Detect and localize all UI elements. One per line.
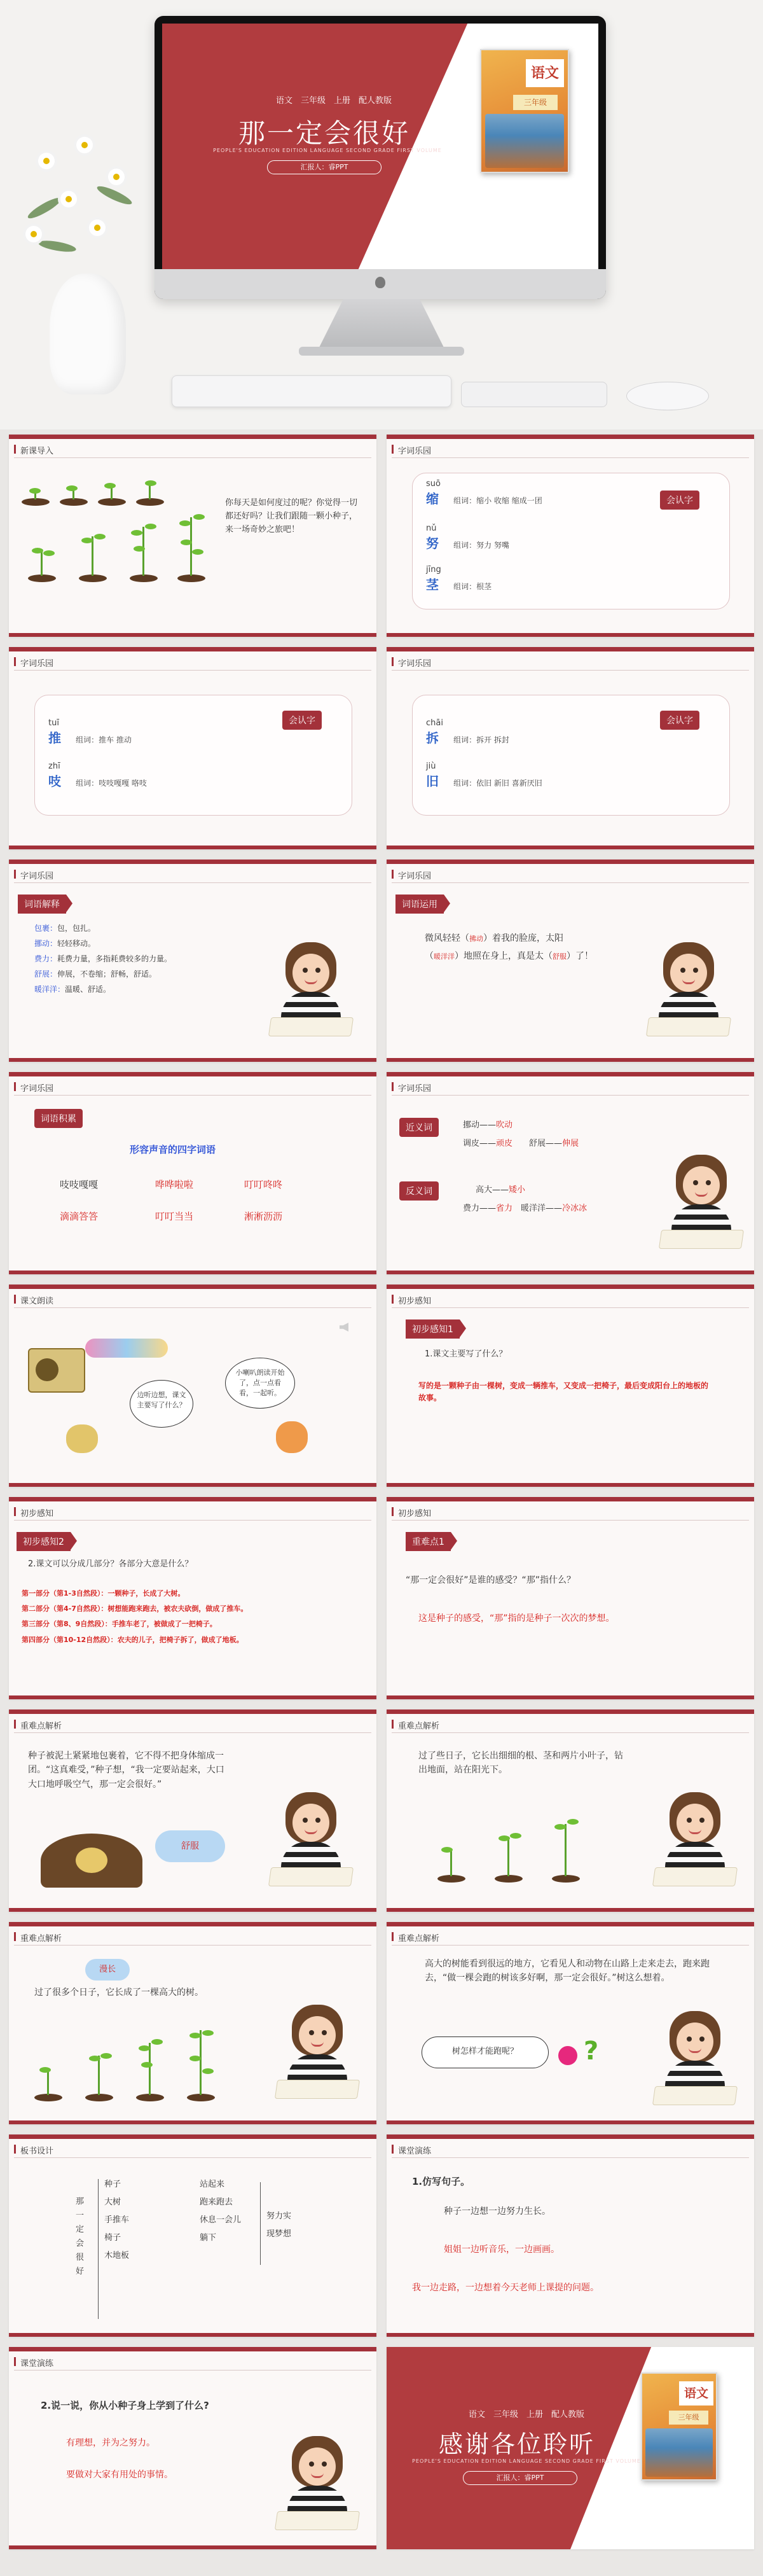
idiom-word: 叮叮当当 <box>155 1211 194 1222</box>
explain-list: 包裹：包，包扎。 挪动：轻轻移动。 费力：耗费力量，多指耗费较多的力量。 舒展：伸展，不卷缩；舒畅，舒适。 暖洋洋：温暖、舒适。 <box>34 924 172 994</box>
question-text: 2.说一说，你从小种子身上学到了什么? <box>41 2400 209 2411</box>
slide-title: 字词乐园 <box>398 872 432 881</box>
monitor-stand-base <box>299 347 464 356</box>
tag-word-usage: 词语运用 <box>395 895 444 914</box>
keyboard <box>172 375 451 407</box>
slide-analysis-3 <box>9 1922 376 2124</box>
tag-word-explain: 词语解释 <box>18 895 66 914</box>
slide-title: 课文朗读 <box>20 1297 54 1306</box>
slide-title: 初步感知 <box>398 1297 432 1306</box>
passage-text: 种子被泥土紧紧地包裹着，它不得不把身体缩成一团。“这真难受，”种子想，“我一定要站起来，大口大口地呼吸空气，那一定会很好。” <box>28 1751 224 1790</box>
passage-text: 过了些日子，它长出细细的根、茎和两片小叶子，钻出地面，站在阳光下。 <box>418 1751 623 1776</box>
slide-title: 初步感知 <box>20 1509 54 1519</box>
textbook-image <box>480 49 569 173</box>
slide-text-reading <box>9 1285 376 1487</box>
usage-sentence: 微风轻轻（拂动）着我的脸庞，太阳 （暖洋洋）地照在身上，真是太（舒服）了！ <box>425 933 593 961</box>
book-illustration <box>485 114 564 168</box>
question-text: 1.仿写句子。 <box>412 2176 471 2187</box>
slide-title: 重难点解析 <box>398 1722 440 1731</box>
antonym-list: 高大——矮小 费力——省力 暖洋洋——冷冰冰 <box>463 1185 588 1213</box>
book-grade: 三年级 <box>669 2411 708 2425</box>
char-row: tuī 推 组词：推车 推动 <box>48 718 132 746</box>
potato-character-image <box>66 1424 98 1453</box>
slide-key-point-1 <box>387 1497 754 1699</box>
idiom-word: 吱吱嘎嘎 <box>60 1179 99 1190</box>
radio-speaker-image <box>28 1348 85 1393</box>
slide-board-design <box>9 2134 376 2337</box>
book-title: 语文 <box>526 59 564 87</box>
hero-mockup <box>0 0 763 429</box>
leaf-icon <box>95 183 134 207</box>
slide-word-accumulate <box>9 1072 376 1274</box>
music-notes-icon <box>85 1339 168 1358</box>
seedling-sequence-image <box>22 479 212 619</box>
flower-icon <box>25 226 42 242</box>
answer-2: 要做对大家有用处的事情。 <box>66 2470 173 2480</box>
slide-vocab-3 <box>387 647 754 849</box>
parts-list: 第一部分（第1-3自然段）：一颗种子，长成了大树。 第二部分（第4-7自然段）：树想能跑来跑去，被农夫砍倒，做成了推车。 第三部分（第8、9自然段）：手推车老了，被做成了一把椅子。 第四部分（第10-12自然段）：农夫的儿子，把椅子拆了，做成了地板。 <box>22 1589 248 1644</box>
slide-new-lesson <box>9 435 376 637</box>
carrot-character-image <box>276 1421 308 1453</box>
slide-thanks <box>387 2347 754 2549</box>
board-col-1: 种子 大树 手推车 椅子 木地板 <box>104 2180 130 2260</box>
slide-analysis-2 <box>387 1709 754 1912</box>
slide-title: 新课导入 <box>20 447 54 456</box>
slide-perceive-1 <box>387 1285 754 1487</box>
idiom-heading: 形容声音的四字词语 <box>130 1144 216 1155</box>
answer-1: 有理想，并为之努力。 <box>66 2438 155 2448</box>
char-row: jiù 旧 组词：依旧 新旧 喜新厌旧 <box>426 762 542 789</box>
passage-text: 高大的树能看到很远的地方，它看见人和动物在山路上走来走去，跑来跑去，“做一棵会跑的树该多好啊，那一定会很好。”树这么想着。 <box>425 1959 710 1984</box>
sprouts-image <box>425 1805 615 1894</box>
char-row: chāi 拆 组词：拆开 拆封 <box>426 718 509 746</box>
flower-vase <box>50 274 126 394</box>
girl-reading-image <box>654 2011 736 2106</box>
book-grade: 三年级 <box>513 95 558 110</box>
comfort-cloud: 舒服 <box>155 1830 225 1862</box>
flower-icon <box>38 153 55 169</box>
long-time-cloud: 漫长 <box>85 1959 130 1981</box>
monitor <box>155 16 606 299</box>
slide-title: 字词乐园 <box>398 1084 432 1094</box>
slide-analysis-1 <box>9 1709 376 1912</box>
tag-perceive-1: 初步感知1 <box>406 1319 460 1339</box>
slide-title: 课堂演练 <box>20 2359 54 2369</box>
slide-title: 重难点解析 <box>20 1934 62 1944</box>
slide-title: 字词乐园 <box>20 872 54 881</box>
slide-word-explain <box>9 860 376 1062</box>
passage-text: 过了很多个日子，它长成了一棵高大的树。 <box>34 1988 203 1998</box>
tag-recognize: 会认字 <box>660 711 699 730</box>
flower-icon <box>60 191 77 207</box>
girl-reading-image <box>270 942 352 1038</box>
trackpad <box>461 382 607 407</box>
answer-2: 我一边走路，一边想着今天老师上课提的问题。 <box>412 2283 599 2293</box>
seed-in-soil-image <box>41 1834 142 1888</box>
tag-recognize: 会认字 <box>660 491 699 510</box>
girl-reading-image <box>270 1792 352 1888</box>
girl-reading-image <box>276 2005 359 2100</box>
thanks-english: PEOPLE'S EDUCATION EDITION LANGUAGE SECOND GRADE FIRST VOLUME <box>412 2458 641 2464</box>
slide-perceive-2 <box>9 1497 376 1699</box>
board-col-2: 站起来 跑来跑去 休息一会儿 躺下 <box>200 2180 242 2243</box>
tag-key-point-1: 重难点1 <box>406 1532 451 1551</box>
char-row: jīng 茎 组词：根茎 <box>426 565 492 592</box>
answer-text: 这是种子的感受，“那”指的是种子一次次的梦想。 <box>418 1613 615 1624</box>
slide-title: 字词乐园 <box>398 447 432 456</box>
thanks-title: 感谢各位聆听 <box>438 2430 595 2458</box>
question-text: 1.课文主要写了什么？ <box>425 1349 507 1359</box>
cover-english: PEOPLE'S EDUCATION EDITION LANGUAGE SECOND GRADE FIRST VOLUME <box>213 148 442 153</box>
tag-word-accumulate: 词语积累 <box>34 1109 83 1128</box>
char-row: nǔ 努 组词：努力 努嘴 <box>426 524 509 551</box>
board-main-title: 那一定会很好 <box>76 2197 85 2276</box>
slide-word-usage <box>387 860 754 1062</box>
thanks-reporter: 汇报人：睿PPT <box>463 2471 577 2485</box>
char-row: zhī 吱 组词：吱吱嘎嘎 咯吱 <box>48 762 147 789</box>
question-text: 2.课文可以分成几部分？各部分大意是什么？ <box>28 1559 193 1569</box>
tag-synonym: 近义词 <box>399 1118 439 1137</box>
intro-text: 你每天是如何度过的呢？你觉得一切都还好吗？让我们跟随一颗小种子，来一场奇妙之旅吧！ <box>225 498 358 534</box>
tag-recognize: 会认字 <box>282 711 322 730</box>
slide-title: 字词乐园 <box>20 1084 54 1094</box>
book-title: 语文 <box>679 2381 713 2405</box>
flower-icon <box>89 219 106 236</box>
girl-reading-image <box>660 1155 743 1250</box>
slide-title: 板书设计 <box>20 2147 54 2156</box>
flower-icon <box>76 137 93 153</box>
cover-reporter: 汇报人：睿PPT <box>267 160 382 174</box>
speech-bubble-listen: 边听边想，课文主要写了什么？ <box>130 1380 193 1428</box>
question-bubble: 树怎样才能跑呢？ <box>422 2036 549 2068</box>
girl-reading-image <box>647 942 730 1038</box>
girl-reading-image <box>654 1792 736 1888</box>
monitor-stand <box>318 299 445 350</box>
slide-title: 字词乐园 <box>398 659 432 669</box>
leaf-icon <box>38 239 77 254</box>
mouse <box>626 382 709 410</box>
answer-text: 写的是一颗种子由一棵树，变成一辆推车，又变成一把椅子，最后变成阳台上的地板的故事。 <box>418 1381 709 1403</box>
slide-title: 重难点解析 <box>398 1934 440 1944</box>
cover-subtitle: 语文 三年级 上册 配人教版 <box>275 96 392 106</box>
char-row: suō 缩 组词：缩小 收缩 缩成一团 <box>426 479 542 506</box>
slide-title: 初步感知 <box>398 1509 432 1519</box>
slide-title: 课堂演练 <box>398 2147 432 2156</box>
leaf-icon <box>26 195 64 221</box>
slide-vocab-2 <box>9 647 376 849</box>
flower-icon <box>108 169 125 185</box>
speech-bubble-horn: 小喇叭朗读开始了，点一点看看，一起听。 <box>225 1358 295 1409</box>
slide-title: 字词乐园 <box>20 659 54 669</box>
board-col-3: 努力实 现梦想 <box>266 2211 292 2239</box>
slide-vocab-1 <box>387 435 754 637</box>
idiom-word: 哗哗啦啦 <box>155 1179 194 1190</box>
cover-slide <box>162 24 598 269</box>
idiom-word: 叮叮咚咚 <box>244 1179 283 1190</box>
answer-1: 姐姐一边听音乐，一边画画。 <box>444 2245 560 2255</box>
slide-practice-1 <box>387 2134 754 2337</box>
slide-title: 重难点解析 <box>20 1722 62 1731</box>
question-text: “那一定会很好”是谁的感受？“那”指什么？ <box>406 1575 576 1585</box>
slide-practice-2 <box>9 2347 376 2549</box>
textbook-image <box>641 2372 717 2481</box>
example-sentence: 种子一边想一边努力生长。 <box>444 2206 551 2217</box>
tag-antonym: 反义词 <box>399 1181 439 1201</box>
idiom-word: 滴滴答答 <box>60 1211 99 1222</box>
apple-logo-icon <box>375 277 385 288</box>
decor-ball-icon <box>558 2046 577 2065</box>
question-mark-icon: ? <box>584 2036 599 2066</box>
cover-title: 那一定会很好 <box>238 118 410 149</box>
book-illustration <box>645 2428 713 2477</box>
slide-synonyms <box>387 1072 754 1274</box>
thanks-subtitle: 语文 三年级 上册 配人教版 <box>468 2410 584 2419</box>
speaker-icon[interactable] <box>340 1323 348 1332</box>
slide-analysis-4 <box>387 1922 754 2124</box>
idiom-word: 淅淅沥沥 <box>244 1211 283 1222</box>
synonym-list: 挪动——吹动 调皮——顽皮 舒展——伸展 <box>463 1120 579 1148</box>
trees-growth-image <box>34 2030 244 2113</box>
tag-perceive-2: 初步感知2 <box>17 1532 71 1551</box>
girl-reading-image <box>276 2436 359 2531</box>
